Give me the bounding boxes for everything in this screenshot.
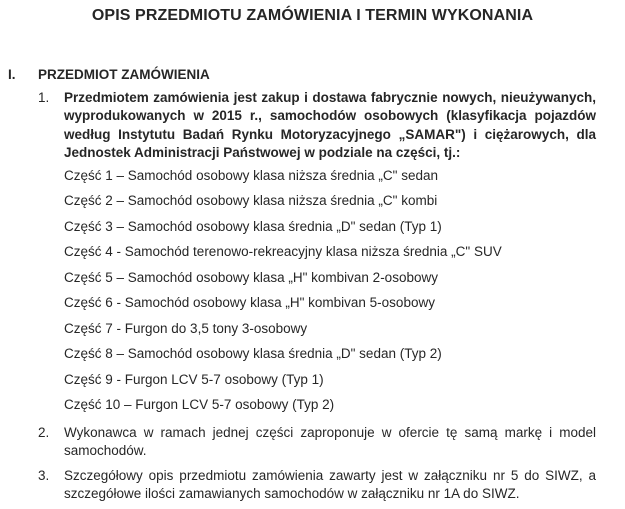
list-item-part-1: Część 1 – Samochód osobowy klasa niższa średnia „C" sedan xyxy=(64,168,438,183)
list-item-part-10: Część 10 – Furgon LCV 5-7 osobowy (Typ 2) xyxy=(64,397,335,412)
item-number: 2. xyxy=(38,425,50,440)
list-item-part-3: Część 3 – Samochód osobowy klasa średnia „D" sedan (Typ 1) xyxy=(64,219,442,234)
list-item-part-7: Część 7 - Furgon do 3,5 tony 3-osobowy xyxy=(64,321,308,336)
item-3 xyxy=(38,467,596,504)
item-1 xyxy=(38,89,596,163)
item-text: Wykonawca w ramach jednej części zaproponuje w ofercie tę samą markę i model samochodów. xyxy=(64,425,596,459)
item-text: Szczegółowy opis przedmiotu zamówienia zawarty jest w załączniku nr 5 do SIWZ, a szczegółowe ilości zamawianych samochodów w załączniku nr 1A do SIWZ. xyxy=(64,468,596,502)
item-2 xyxy=(38,424,596,461)
list-item-part-9: Część 9 - Furgon LCV 5-7 osobowy (Typ 1) xyxy=(64,372,324,387)
section-heading xyxy=(8,67,210,82)
list-item-part-4: Część 4 - Samochód terenowo-rekreacyjny klasa niższa średnia „C" SUV xyxy=(64,244,502,259)
list-item-part-5: Część 5 – Samochód osobowy klasa „H" kombivan 2-osobowy xyxy=(64,270,438,285)
item-text: Przedmiotem zamówienia jest zakup i dostawa fabrycznie nowych, nieużywanych, wyprodukowanych w 2015 r., samochodów osobowych (klasyfikacja pojazdów według Instytutu Badań Rynku Motoryzacyjnego „SAMAR") i ciężarowych, dla Jednostek Administracji Państwowej w podziale na części, tj.: xyxy=(64,90,596,161)
section-numeral: I. xyxy=(8,67,16,82)
item-number: 1. xyxy=(38,90,50,105)
section-heading-text: PRZEDMIOT ZAMÓWIENIA xyxy=(38,67,210,82)
list-item-part-2: Część 2 – Samochód osobowy klasa niższa średnia „C" kombi xyxy=(64,193,438,208)
item-number: 3. xyxy=(38,468,50,483)
list-item-part-8: Część 8 – Samochód osobowy klasa średnia „D" sedan (Typ 2) xyxy=(64,346,442,361)
list-item-part-6: Część 6 - Samochód osobowy klasa „H" kombivan 5-osobowy xyxy=(64,295,435,310)
document-title: OPIS PRZEDMIOTU ZAMÓWIENIA I TERMIN WYKONANIA xyxy=(91,7,534,24)
